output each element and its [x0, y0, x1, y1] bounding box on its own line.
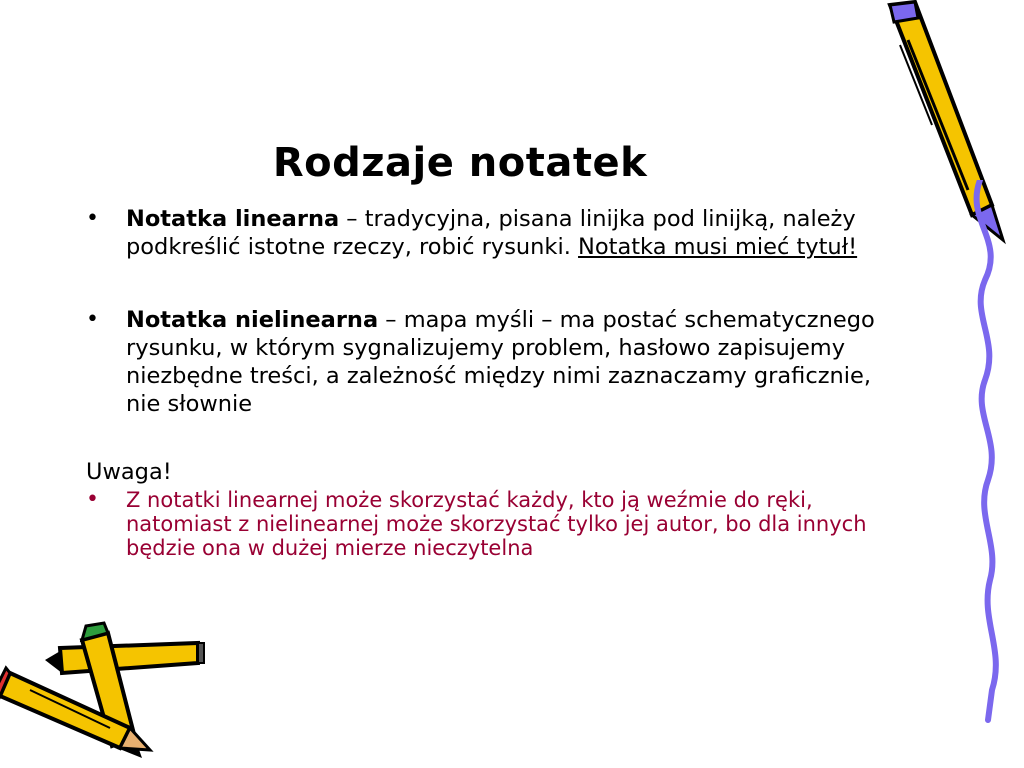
bullet-text: – mapa myśli – ma postać schematycznego rysunku, w którym sygnalizujemy problem, hasłowo zapisujemy niezbędne treści, a zależność między nimi zaznaczamy graficznie, nie słownie	[126, 307, 875, 417]
bullet-underlined-text: Notatka musi mieć tytuł!	[578, 234, 858, 260]
pencils-bottom-left-icon	[0, 618, 205, 763]
note-heading: Uwaga!	[86, 459, 172, 485]
bullet-term: Notatka nielinearna	[126, 307, 379, 333]
bullet-text: – tradycyjna, pisana linijka pod linijką, należy podkreślić istotne rzeczy, robić rysunki.	[126, 206, 856, 260]
bullet-nonlinear-note	[86, 306, 886, 418]
bullet-linear-note	[86, 205, 886, 261]
note-bullet: • Z notatki linearnej może skorzystać każdy, kto ją weźmie do ręki, natomiast z nielinearnej może skorzystać tylko jej autor, bo dla innych będzie ona w dużej mierze nieczytelna	[86, 488, 886, 560]
squiggle-line-icon	[960, 180, 1020, 725]
bullet-term: Notatka linearna	[126, 206, 340, 232]
slide-content	[86, 205, 886, 560]
slide-title: Rodzaje notatek	[272, 140, 648, 186]
